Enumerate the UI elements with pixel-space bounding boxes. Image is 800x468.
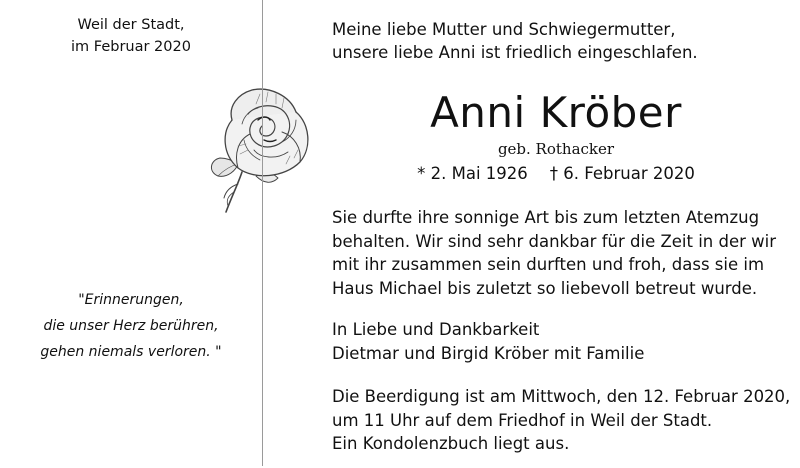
closing-line: In Liebe und Dankbarkeit (332, 320, 540, 339)
memorial-quote (0, 287, 262, 365)
death-date: † 6. Februar 2020 (549, 164, 695, 183)
quote-line: gehen niemals verloren. " (40, 344, 222, 360)
closing-line: Dietmar und Birgid Kröber mit Familie (332, 343, 645, 363)
rose-icon (198, 80, 328, 216)
intro-line: Meine liebe Mutter und Schwiegermutter, (332, 20, 676, 39)
intro-line: unsere liebe Anni ist friedlich eingeschlafen. (332, 43, 698, 62)
quote-line: "Erinnerungen, (78, 292, 184, 308)
funeral-info (332, 385, 790, 456)
maiden-name: geb. Rothacker (497, 140, 615, 158)
intro-text (332, 18, 698, 64)
funeral-line: Die Beerdigung ist am Mittwoch, den 12. Februar 2020, (332, 387, 791, 406)
funeral-line: Ein Kondolenzbuch liegt aus. (332, 434, 570, 453)
deceased-name: Anni Kröber (430, 88, 682, 137)
column-divider (262, 0, 263, 466)
family-signature (332, 318, 644, 365)
tribute-line: Sie durfte ihre sonnige Art bis zum letzten Atemzug (332, 208, 760, 227)
tribute-line: behalten. Wir sind sehr dankbar für die Zeit in der wir (332, 231, 777, 251)
funeral-line: um 11 Uhr auf dem Friedhof in Weil der Stadt. (332, 410, 713, 430)
date-line: im Februar 2020 (71, 39, 191, 55)
birth-date: * 2. Mai 1926 (417, 164, 528, 183)
tribute-line: Haus Michael bis zuletzt so liebevoll betreut wurde. (332, 278, 758, 298)
place-and-date (0, 14, 262, 58)
tribute-text (332, 206, 776, 300)
life-dates (334, 162, 778, 186)
tribute-line: mit ihr zusammen sein durften und froh, dass sie im (332, 255, 765, 274)
quote-line: die unser Herz berühren, (43, 318, 219, 334)
place-line: Weil der Stadt, (77, 17, 185, 33)
